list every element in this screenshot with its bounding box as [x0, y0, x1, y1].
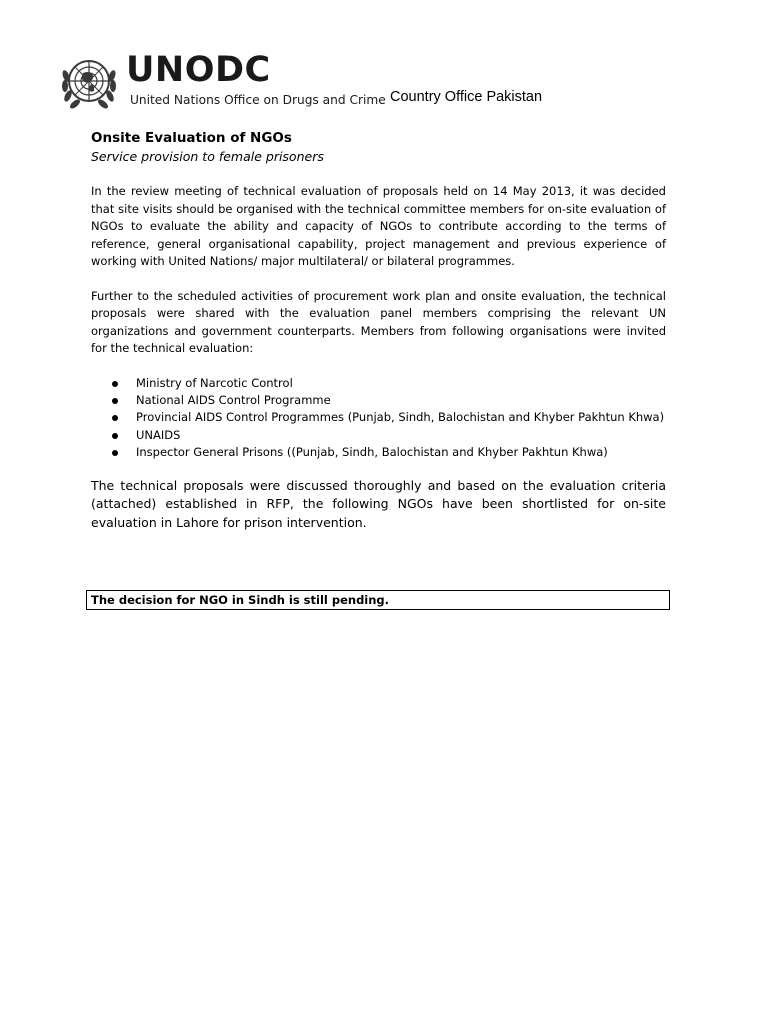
- un-emblem-icon: [60, 54, 118, 112]
- paragraph-shortlist: The technical proposals were discussed thoroughly and based on the evaluation criteria (attached) established in RFP, the following NGOs have been shortlisted for on-site evaluation in Lahore for prison intervention.: [91, 477, 666, 530]
- document-subtitle: Service provision to female prisoners: [91, 149, 324, 164]
- bullet-icon: [112, 398, 118, 404]
- list-item: UNAIDS: [91, 427, 666, 444]
- paragraph-evaluation-panel: Further to the scheduled activities of procurement work plan and onsite evaluation, the technical proposals were shared with the evaluation panel members comprising the relevant UN organizations and government counterparts. Members from following organisations were invited for the technical evaluation:: [91, 288, 666, 355]
- document-title: Onsite Evaluation of NGOs: [91, 130, 292, 146]
- bullet-icon: [112, 433, 118, 439]
- logo-subtitle: United Nations Office on Drugs and Crime: [130, 93, 386, 107]
- list-item: Provincial AIDS Control Programmes (Punjab, Sindh, Balochistan and Khyber Pakhtun Khwa): [91, 409, 666, 426]
- list-item: Ministry of Narcotic Control: [91, 375, 666, 392]
- paragraph-review-meeting: In the review meeting of technical evaluation of proposals held on 14 May 2013, it was decided that site visits should be organised with the technical committee members for on-site evaluation of NGOs to evaluate the ability and capacity of NGOs to contribute according to the terms of reference, general organisational capability, project management and previous experience of working with United Nations/ major multilateral/ or bilateral programmes.: [91, 184, 666, 268]
- list-item: National AIDS Control Programme: [91, 392, 666, 409]
- pending-decision-notice: The decision for NGO in Sindh is still pending.: [86, 590, 670, 610]
- list-item: Inspector General Prisons ((Punjab, Sindh, Balochistan and Khyber Pakhtun Khwa): [91, 444, 666, 461]
- bullet-icon: [112, 450, 118, 456]
- bullet-icon: [112, 381, 118, 387]
- country-office-label: Country Office Pakistan: [390, 89, 543, 105]
- document-header: [60, 52, 700, 112]
- bullet-icon: [112, 415, 118, 421]
- logo-wordmark: UNODC: [126, 50, 271, 90]
- organisations-list: [91, 375, 666, 462]
- document-body: [91, 128, 666, 532]
